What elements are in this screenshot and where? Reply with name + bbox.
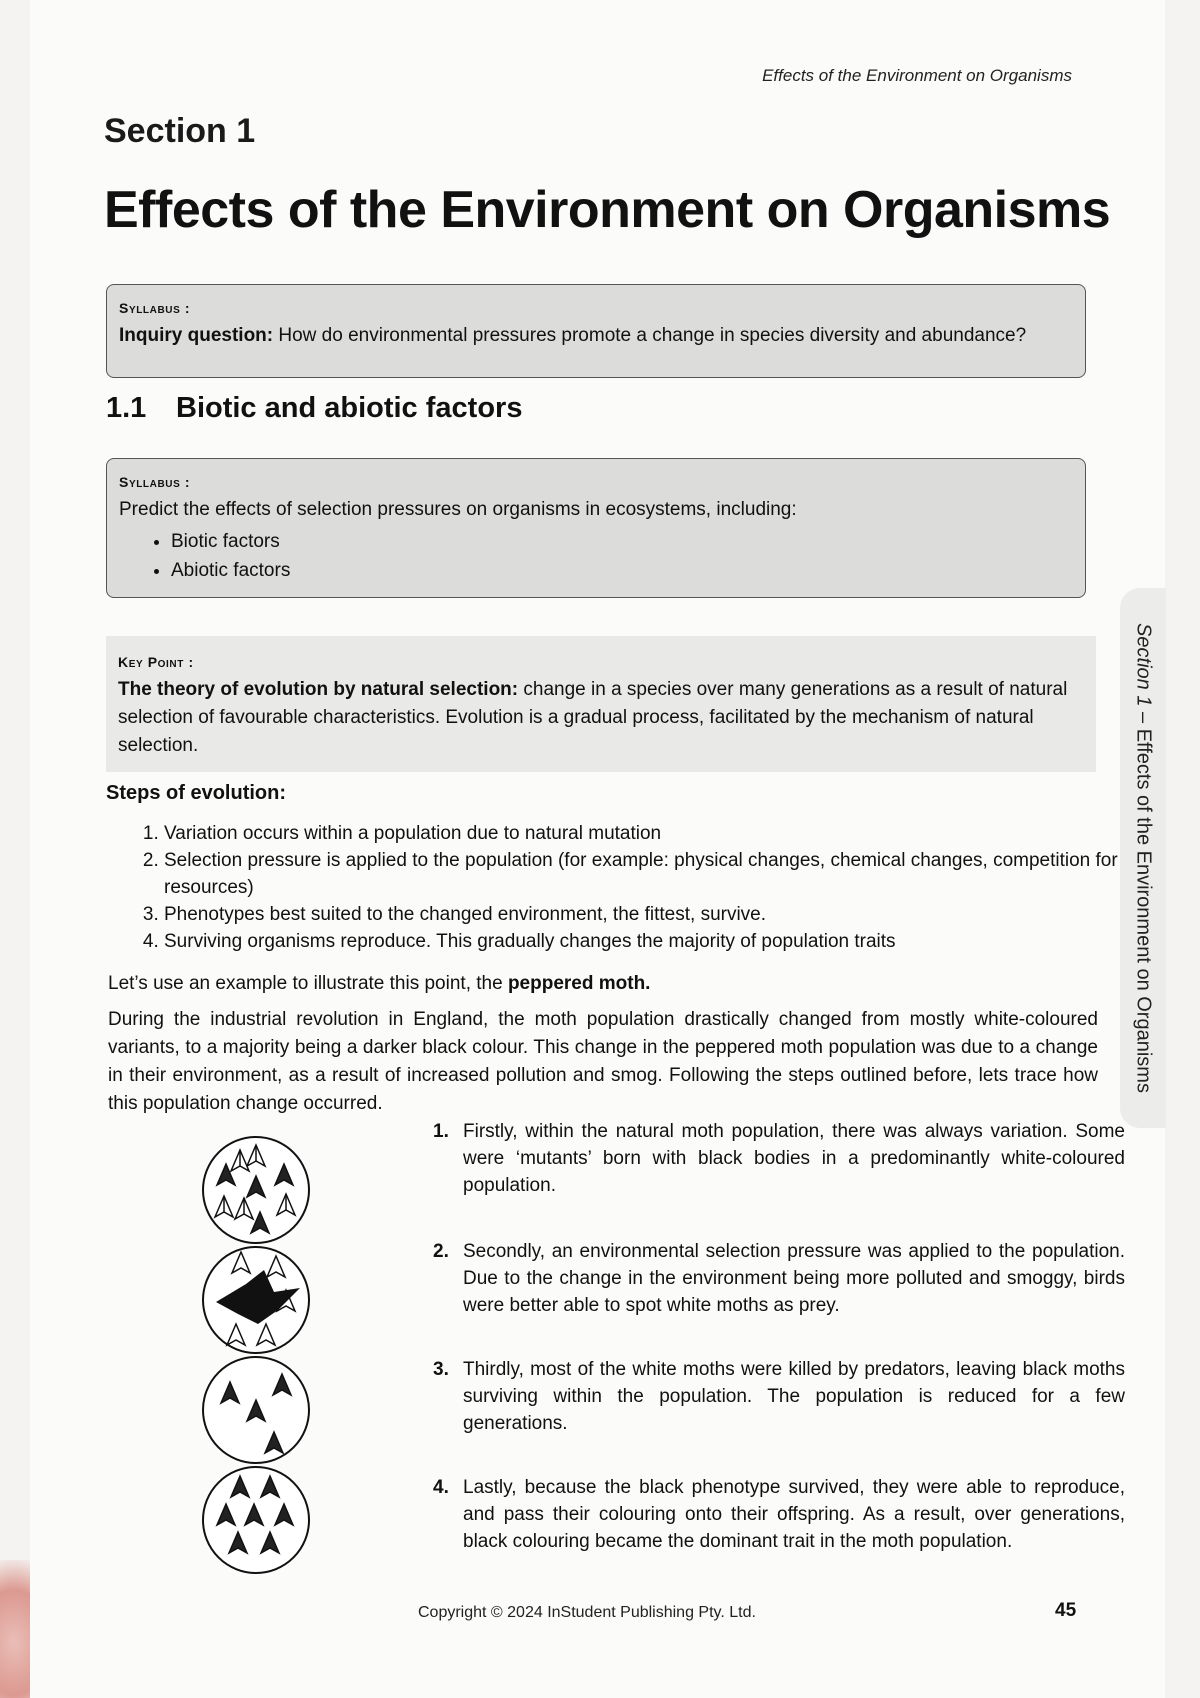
side-tab-text: Section 1 – Effects of the Environment on Organisms: [1132, 623, 1155, 1093]
inquiry-text: How do environmental pressures promote a change in species diversity and abundance?: [278, 325, 1027, 346]
moth-step: 4. Lastly, because the black phenotype survived, they were able to reproduce, and pass their colouring onto their offspring. As a result, over generations, black colouring became the dominant trait in the moth population.: [433, 1477, 1125, 1552]
steps-list: [130, 820, 1132, 955]
list-item: • Biotic factors: [171, 527, 1073, 556]
page-number: 45: [1055, 1600, 1077, 1621]
key-point-tag: Key Point :: [118, 654, 194, 670]
subsection-heading: [106, 392, 522, 425]
list-item: 3. Phenotypes best suited to the changed environment, the fittest, survive.: [164, 901, 1132, 928]
moth-population-diagram-2: [196, 1240, 316, 1360]
side-tab-title: Effects of the Environment on Organisms: [1132, 728, 1155, 1093]
syllabus-tag: Syllabus :: [119, 474, 191, 490]
subsection-title: Biotic and abiotic factors: [176, 392, 523, 424]
factor-list: [119, 527, 1073, 585]
example-bold: peppered moth.: [507, 973, 651, 994]
syllabus-text: Predict the effects of selection pressures on organisms in ecosystems, including:: [119, 499, 797, 520]
inquiry-lead: Inquiry question:: [119, 325, 274, 346]
moth-population-diagram-4: [196, 1460, 316, 1580]
example-intro: [108, 970, 1098, 998]
moth-step-text: Secondly, an environmental selection pressure was applied to the population. Due to the change in the environment being more polluted and smoggy, birds were better able to spot white moths as prey.: [463, 1241, 1125, 1316]
moth-step-text: Thirdly, most of the white moths were killed by predators, leaving black moths surviving within the population. The population is reduced for a few generations.: [463, 1359, 1125, 1434]
running-head: Effects of the Environment on Organisms: [762, 66, 1072, 85]
moth-step: 2. Secondly, an environmental selection pressure was applied to the population. Due to the change in the environment being more polluted and smoggy, birds were better able to spot white moths as prey.: [433, 1241, 1125, 1316]
key-point-text: change in a species over many generations as a result of natural selection of favourable characteristics. Evolution is a gradual process, facilitated by the mechanism of natural selection.: [118, 679, 1068, 756]
moth-population-diagram-3: [196, 1350, 316, 1470]
key-point-lead: The theory of evolution by natural selection:: [118, 679, 519, 700]
moth-step-text: Lastly, because the black phenotype survived, they were able to reproduce, and pass their colouring onto their offspring. As a result, over generations, black colouring became the dominant trait in the moth population.: [463, 1477, 1125, 1552]
syllabus-tag: Syllabus :: [119, 300, 191, 316]
moth-step: 1. Firstly, within the natural moth population, there was always variation. Some were ‘mutants’ born with black bodies in a predominantly white-coloured population.: [433, 1121, 1125, 1196]
moth-step-text: Firstly, within the natural moth population, there was always variation. Some were ‘mutants’ born with black bodies in a predominantly white-coloured population.: [463, 1121, 1125, 1196]
list-item: 1. Variation occurs within a population due to natural mutation: [164, 820, 1132, 847]
history-paragraph: During the industrial revolution in England, the moth population drastically changed from mostly white-coloured variants, to a majority being a darker black colour. This change in the peppered moth population was due to a change in their environment, as a result of increased pollution and smog. Following the steps outlined before, lets trace how this population change occurred.: [108, 1009, 1098, 1114]
moth-step: 3. Thirdly, most of the white moths were killed by predators, leaving black moths surviving within the population. The population is reduced for a few generations.: [433, 1359, 1125, 1434]
moth-population-diagram-1: [196, 1130, 316, 1250]
syllabus-box-factors: [106, 458, 1086, 598]
steps-heading: Steps of evolution:: [106, 782, 286, 804]
list-item: 4. Surviving organisms reproduce. This gradually changes the majority of population traits: [164, 928, 1132, 955]
copyright-footer: Copyright © 2024 InStudent Publishing Pty. Ltd.: [418, 1604, 756, 1621]
list-item: 2. Selection pressure is applied to the population (for example: physical changes, chemical changes, competition for resources): [164, 847, 1132, 901]
key-point-box: [106, 636, 1096, 772]
syllabus-box-inquiry: [106, 284, 1086, 378]
side-tab-section: Section 1: [1132, 623, 1155, 707]
subsection-number: 1.1: [106, 392, 147, 424]
example-intro-text: Let’s use an example to illustrate this point, the: [108, 973, 503, 994]
chapter-title: Effects of the Environment on Organisms: [104, 181, 1111, 239]
section-label: Section 1: [104, 112, 256, 150]
list-item: • Abiotic factors: [171, 556, 1073, 585]
